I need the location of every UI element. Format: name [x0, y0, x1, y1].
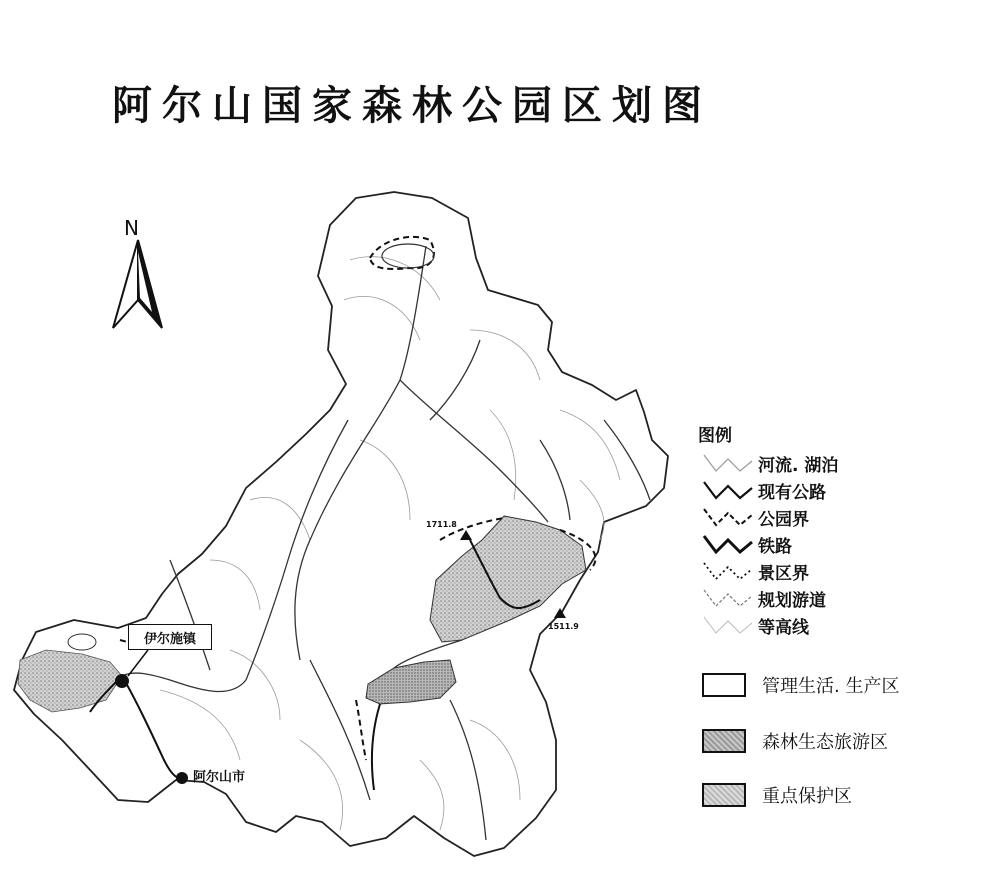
trail-symbol-icon	[700, 586, 756, 610]
legend-item-management-zone: 管理生活. 生产区	[702, 672, 899, 698]
town-label: 伊尔施镇	[128, 624, 212, 650]
legend-item-contour: 等高线	[700, 613, 809, 637]
elevation-label: 1511.9	[548, 622, 579, 631]
legend-item-road: 现有公路	[700, 478, 826, 502]
north-arrow-icon	[113, 240, 162, 328]
legend-title: 图例	[698, 426, 732, 446]
elevation-label: 1711.8	[426, 520, 457, 529]
legend-item-railway: 铁路	[700, 532, 792, 556]
railway-symbol-icon	[700, 532, 756, 556]
management-zone-swatch	[702, 673, 746, 697]
legend-item-protection-zone: 重点保护区	[702, 782, 852, 808]
protection-zone-swatch	[702, 783, 746, 807]
legend-item-river: 河流. 湖泊	[700, 451, 838, 475]
scenic-boundary-symbol-icon	[700, 559, 756, 583]
map-title: 阿尔山国家森林公园区划图	[112, 82, 712, 129]
legend-item-planned-trail: 规划游道	[700, 586, 826, 610]
north-label: N	[124, 216, 139, 240]
legend-item-park-boundary: 公园界	[700, 505, 809, 529]
road-symbol-icon	[700, 478, 756, 502]
park-boundary	[14, 192, 668, 856]
legend-item-forest-tourism-zone: 森林生态旅游区	[702, 728, 888, 754]
forest-tourism-zone-swatch	[702, 729, 746, 753]
city-label: 阿尔山市	[193, 770, 246, 785]
town-marker-icon	[115, 674, 129, 688]
river-symbol-icon	[700, 451, 756, 475]
legend-item-scenic-boundary: 景区界	[700, 559, 809, 583]
park-boundary-symbol-icon	[700, 505, 756, 529]
city-marker-icon	[176, 772, 188, 784]
contour-symbol-icon	[700, 613, 756, 637]
